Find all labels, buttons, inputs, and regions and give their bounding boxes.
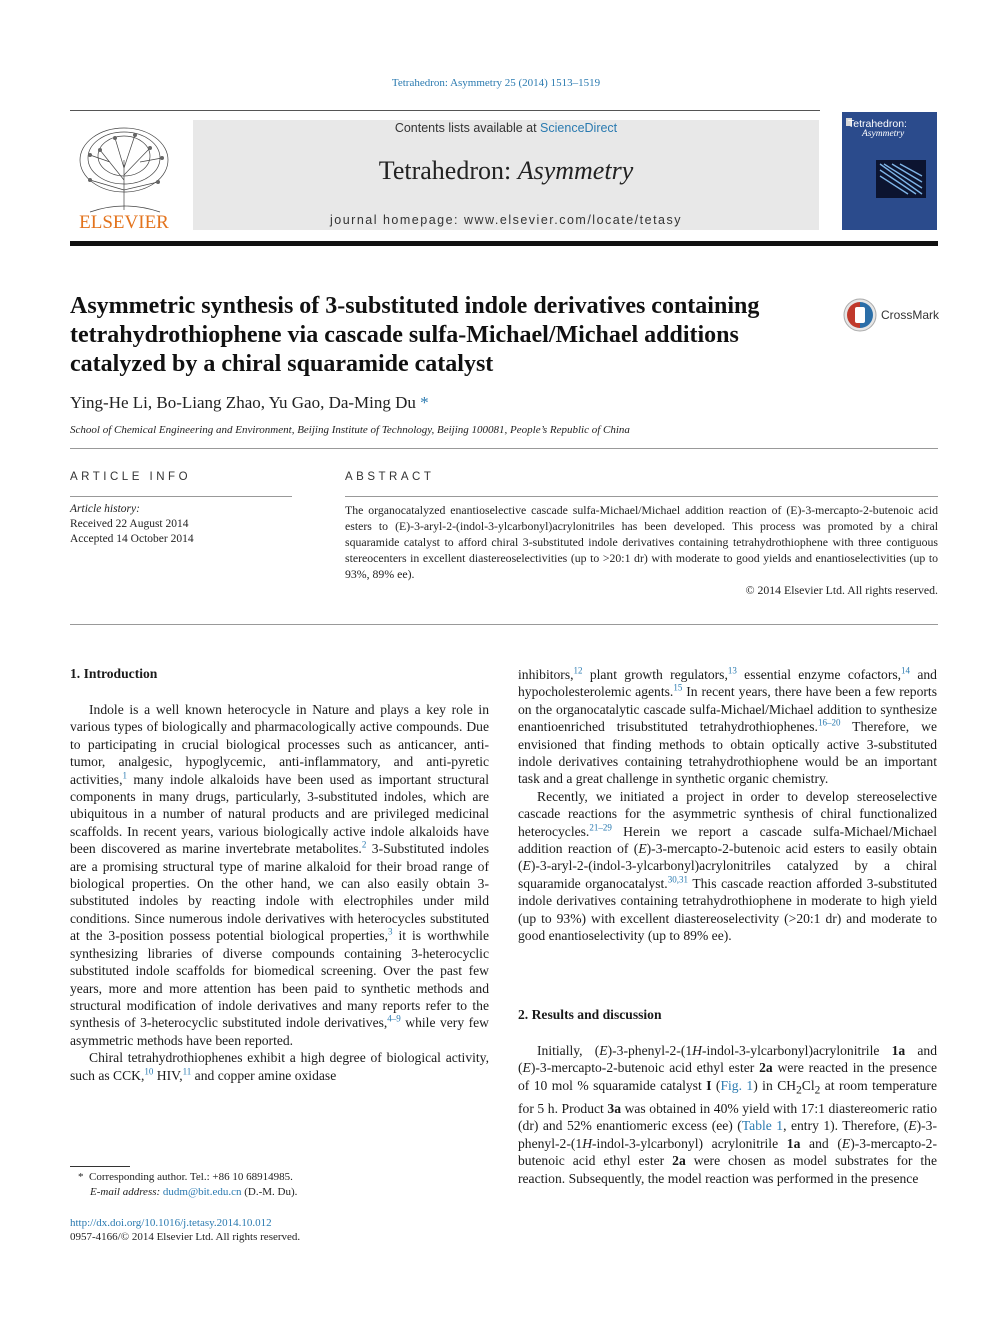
abstract-text: The organocatalyzed enantioselective cascade sulfa-Michael/Michael addition reaction of (E)-3-mercapto-2-butenoic acid esters to (E)-3-aryl-2-(indol-3-ylcarbonyl)acrylonitriles has been developed. This process was promoted by a chiral squaramide catalyst to afford chiral 3-substituted indole derivatives containing tetrahydrothiophene with three contiguous stereocenters in excellent diastereoselectivities (up to >20:1 dr) with moderate to good yields and enantioselectivities (up to 93%, 89% ee). [345, 503, 938, 582]
crossmark-icon [843, 298, 877, 332]
issn-copyright: 0957-4166/© 2014 Elsevier Ltd. All rights reserved. [70, 1231, 301, 1243]
elsevier-logo[interactable] [70, 120, 178, 232]
article-title: Asymmetric synthesis of 3-substituted indole derivatives containing tetrahydrothiophene via cascade sulfa-Michael/Michael additions catalyzed by a chiral squaramide catalyst [70, 293, 760, 377]
sciencedirect-link[interactable]: ScienceDirect [540, 121, 618, 135]
doi-link[interactable]: http://dx.doi.org/10.1016/j.tetasy.2014.10.012 [70, 1217, 272, 1229]
section-heading-results: 2. Results and discussion [518, 1007, 662, 1022]
crossmark-badge[interactable] [843, 298, 877, 332]
divider [345, 496, 938, 497]
contents-line [193, 121, 819, 135]
corresponding-text: Corresponding author. Tel.: +86 10 68914985. [89, 1171, 293, 1183]
paragraph: Chiral tetrahydrothiophenes exhibit a high degree of biological activity, such as CCK,$^{10}$ HIV,$^{11}$ and copper amine oxidase [70, 1050, 489, 1083]
journal-title-italic: Asymmetry [517, 156, 634, 185]
journal-homepage[interactable]: journal homepage: www.elsevier.com/locate/tetasy [329, 213, 682, 227]
elsevier-wordmark: ELSEVIER [79, 212, 169, 232]
paragraph: Initially, (E)-3-phenyl-2-(1H-indol-3-ylcarbonyl)acrylonitrile 1a and (E)-3-mercapto-2-butenoic acid ethyl ester 2a were reacted in the presence of 10 mol % squaramide catalyst I (Fig. 1) in $CH_2Cl_2$ at room temperature for 5 h. Product 3a was obtained in 40% yield with 17:1 diastereomeric ratio (dr) and 52% enantiomeric excess (ee) (Table 1, entry 1). Therefore, (E)-3-phenyl-2-(1H-indol-3-ylcarbonyl) acrylonitrile 1a and (E)-3-mercapto-2-butenoic acid ethyl ester 2a were chosen as model substrates for the reaction. Subsequently, the model reaction was performed in the presence [518, 1043, 938, 1186]
divider [70, 496, 292, 497]
results-text [518, 1042, 937, 1187]
footnote-rule [70, 1166, 130, 1167]
crossmark-label[interactable]: CrossMark [881, 308, 940, 322]
header-rule [70, 110, 820, 111]
received-date: Received 22 August 2014 [70, 518, 189, 530]
article-info-heading: ARTICLE INFO [70, 471, 192, 483]
header-thick-rule [70, 241, 938, 246]
affiliation: School of Chemical Engineering and Environment, Beijing Institute of Technology, Beijing 100081, People’s Republic of China [70, 424, 630, 436]
abstract-heading: ABSTRACT [345, 471, 435, 483]
paragraph: Indole is a well known heterocycle in Nature and plays a key role in various types of biologically and pharmacologically active compounds. Due to participating in crucial biological processes such as anticancer, anti-tumor, analgesic, hypoglycemic, anti-inflammatory, and anti-pyretic activities,$^1$ many indole alkaloids have been used as important structural components in many drugs, particularly, 3-substituted indoles, which are ubiquitous in a number of natural products and are privileged medicinal scaffolds. In recent years, various biologically active indole alkaloids have been discovered as marine invertebrate metabolites.$^2$ 3-Substituted indoles are a promising structural type of marine alkaloid for their broad range of biological properties. On the other hand, we can also easily obtain 3-substituted indoles by reacting indole with electrophiles under mild conditions. Since numerous indole derivatives with heterocycles substituted at the 3-position possess potential biological properties,$^3$ it is worthwhile synthesizing libraries of diverse compounds containing 3-heterocyclic substituted indole scaffolds for biomedical screening. Over the past few years, more and more attention has been paid to synthetic methods and structural modification of indole derivatives and many reports refer to the synthesis of 3-heterocyclic substituted indole derivatives,$^{4-9}$ while very few asymmetric methods have been reported. [70, 702, 490, 1048]
contents-prefix: Contents lists available at [394, 121, 541, 135]
section-heading-introduction: 1. Introduction [70, 666, 158, 681]
authors-text: Ying-He Li, Bo-Liang Zhao, Yu Gao, Da-Ming Du [70, 393, 416, 412]
cover-subtitle: Asymmetry [862, 129, 905, 139]
email-link[interactable]: dudm@bit.edu.cn [162, 1186, 242, 1198]
journal-citation[interactable]: Tetrahedron: Asymmetry 25 (2014) 1513–1519 [391, 77, 601, 89]
email-label: E-mail address: [90, 1186, 161, 1198]
abstract-copyright: © 2014 Elsevier Ltd. All rights reserved. [745, 583, 938, 597]
email-suffix: (D.-M. Du). [244, 1186, 298, 1198]
history-label: Article history: [70, 503, 140, 515]
author-list [70, 393, 429, 413]
elsevier-tree-icon [70, 120, 178, 232]
divider [70, 624, 938, 625]
journal-title-main: Tetrahedron: [378, 156, 518, 185]
journal-title [193, 156, 819, 186]
article-history [70, 502, 194, 547]
divider [70, 448, 938, 449]
footnote-corresponding: * Corresponding author. Tel.: +86 10 68914985. [78, 1171, 293, 1183]
paragraph: inhibitors,$^{12}$ plant growth regulators,$^{13}$ essential enzyme cofactors,$^{14}$ and hypocholesterolemic agents.$^{15}$ In recent years, there have been a few reports on the organocatalytic cascade sulfa-Michael/Michael addition to synthesize enantioenriched trisubstituted tetrahydrothiophenes.$^{16-20}$ Therefore, we envisioned that finding methods to obtain optically active 3-substituted indole derivatives containing tetrahydrothiophene would be an important task and a great challenge in synthetic organic chemistry. [518, 665, 937, 787]
introduction-text-continued [518, 666, 937, 945]
footnote-email [90, 1186, 297, 1198]
cover-title: Tetrahedron: [848, 118, 907, 130]
paragraph: Recently, we initiated a project in order to develop stereoselective cascade reactions for the asymmetric synthesis of chiral functionalized heterocycles.$^{21-29}$ Herein we report a cascade sulfa-Michael/Michael addition reaction of (E)-3-mercapto-2-butenoic acid esters to easily obtain (E)-3-aryl-2-(indol-3-ylcarbonyl)acrylonitriles catalyzed by a chiral squaramide organocatalyst.$^{30,31}$ This cascade reaction afforded 3-substituted indole derivatives containing tetrahydrothiophene in moderate to high yield (up to 93%) with excellent diastereoselectivity (>20:1 dr) and moderate to good enantioselectivity (up to 89% ee). [518, 788, 938, 944]
corresponding-author-mark[interactable]: * [420, 393, 429, 412]
accepted-date: Accepted 14 October 2014 [70, 533, 194, 545]
introduction-text [70, 701, 489, 1084]
